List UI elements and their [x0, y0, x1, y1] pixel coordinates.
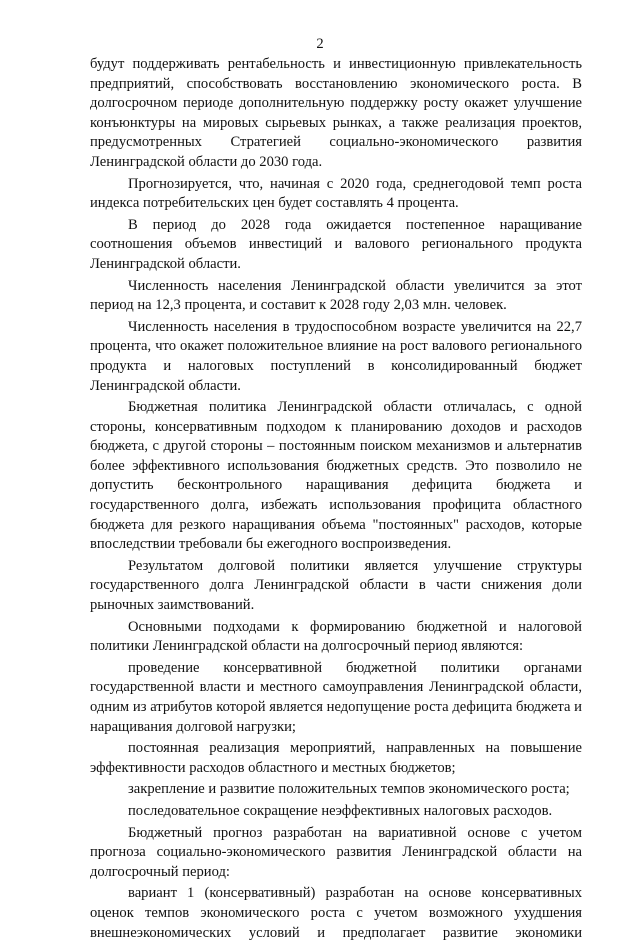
paragraph-working-age-population: Численность населения в трудоспособном возрасте увеличится на 22,7 процента, что окажет положительное влияние на рост валового регионального продукта и налоговых поступлений в консолидированный бюджет Ленинградской области. — [90, 318, 582, 394]
paragraph-budget-policy: Бюджетная политика Ленинградской области отличалась, с одной стороны, консервативным подходом к планированию доходов и расходов бюджета, с другой стороны – постоянным поиском механизмов и альтернатив более эффективного использования бюджетных средств. Это позволило не допустить бесконтрольного наращивания дефицита бюджета и государственного долга, избежать использования профицита областного бюджета для резкого наращивания объема "постоянных" расходов, которые впоследствии требовали бы ежегодного воспроизведения. — [90, 399, 582, 553]
paragraph-main-approaches: Основными подходами к формированию бюджетной и налоговой политики Ленинградской области на долгосрочный период являются: — [90, 618, 582, 655]
list-item-conservative-policy: проведение консервативной бюджетной политики органами государственной власти и местного самоуправления Ленинградской области, одним из атрибутов которой является недопущение роста дефицита бюджета и наращивания долговой нагрузки; — [90, 659, 582, 735]
paragraph-cpi-forecast: Прогнозируется, что, начиная с 2020 года, среднегодовой темп роста индекса потребительских цен будет составлять 4 процента. — [90, 175, 582, 212]
list-item-economic-growth: закрепление и развитие положительных темпов экономического роста; — [128, 781, 570, 798]
paragraph-variant-1: вариант 1 (консервативный) разработан на основе консервативных оценок темпов экономического роста с учетом возможного ухудшения внешнеэкономических условий и предполагает развитие экономики — [90, 885, 582, 941]
list-item-tax-expenses: последовательное сокращение неэффективных налоговых расходов. — [128, 802, 553, 819]
paragraph-population: Численность населения Ленинградской области увеличится за этот период на 12,3 процента, и составит к 2028 году 2,03 млн. человек. — [90, 277, 582, 314]
document-body — [90, 55, 582, 945]
paragraph-budget-forecast: Бюджетный прогноз разработан на вариативной основе с учетом прогноза социально-экономического развития Ленинградской области на долгосрочный период: — [90, 824, 582, 880]
paragraph-debt-policy: Результатом долговой политики является улучшение структуры государственного долга Ленинградской области в части снижения доли рыночных заимствований. — [90, 557, 582, 614]
page-number: 2 — [316, 36, 324, 52]
paragraph-investment-ratio: В период до 2028 года ожидается постепенное наращивание соотношения объемов инвестиций и валового регионального продукта Ленинградской области. — [90, 216, 582, 272]
paragraph-continuation: будут поддерживать рентабельность и инвестиционную привлекательность предприятий, способствовать восстановлению экономического роста. В долгосрочном периоде дополнительную поддержку росту окажет улучшение конъюнктуры на мировых сырьевых рынках, а также реализация проектов, предусмотренных Стратегией социально-экономического развития Ленинградской области до 2030 года. — [90, 56, 582, 170]
list-item-expense-efficiency: постоянная реализация мероприятий, направленных на повышение эффективности расходов областного и местных бюджетов; — [90, 740, 582, 776]
